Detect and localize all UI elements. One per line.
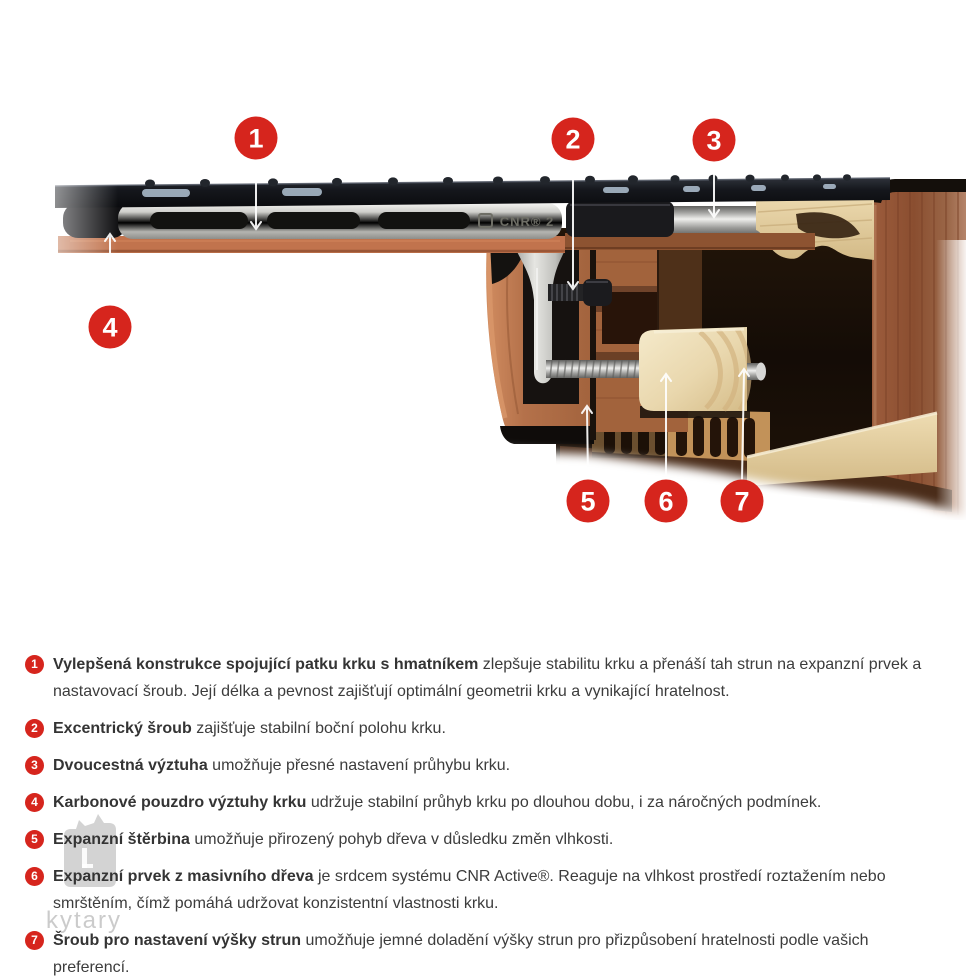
- legend-item-1: [25, 651, 937, 705]
- svg-text:7: 7: [734, 486, 750, 517]
- legend-bullet-2: 2: [25, 719, 44, 738]
- svg-text:6: 6: [658, 486, 674, 517]
- legend-item-6: [25, 863, 937, 917]
- legend-bullet-6: 6: [25, 867, 44, 886]
- left-fade: [0, 160, 118, 275]
- legend-rest: zajišťuje stabilní boční polohu krku.: [196, 720, 446, 737]
- legend-lead: Expanzní štěrbina: [53, 831, 190, 848]
- legend: [25, 651, 937, 978]
- callout-marker-3: [693, 119, 736, 162]
- heel-bottom-edge: [500, 426, 594, 444]
- callout-marker-4: [89, 306, 132, 349]
- legend-item-5: [25, 826, 937, 853]
- legend-lead: Expanzní prvek z masivního dřeva: [53, 868, 314, 885]
- rod-housing: [566, 201, 674, 237]
- legend-lead: Vylepšená konstrukce spojující patku krku s hmatníkem: [53, 656, 479, 673]
- callout-marker-5: [567, 480, 610, 523]
- watermark-brand-text: kytary: [46, 907, 123, 934]
- legend-bullet-7: 7: [25, 931, 44, 950]
- callout-marker-2: [552, 118, 595, 161]
- legend-bullet-1: 1: [25, 655, 44, 674]
- legend-item-7: [25, 927, 937, 978]
- height-adjust-screw-tip: [747, 363, 766, 381]
- plate-engraving: CNR® 2: [499, 214, 555, 229]
- adjustment-rod: [546, 360, 648, 378]
- legend-item-3: [25, 752, 937, 779]
- svg-text:2: 2: [565, 124, 581, 155]
- legend-rest: umožňuje jemné doladění výšky strun pro přizpůsobení hratelnosti podle vašich preferencí.: [53, 932, 869, 976]
- svg-text:5: 5: [580, 486, 596, 517]
- legend-lead: Karbonové pouzdro výztuhy krku: [53, 794, 307, 811]
- callout-marker-1: [235, 117, 278, 160]
- plate-slots: [150, 212, 470, 229]
- legend-lead: Šroub pro nastavení výšky strun: [53, 932, 302, 949]
- svg-text:4: 4: [102, 312, 118, 343]
- legend-item-2: [25, 715, 937, 742]
- svg-text:1: 1: [248, 123, 264, 154]
- legend-rest: je srdcem systému CNR Active®. Reaguje na vlhkost prostředí roztažením nebo smrštěním, čímž pomáhá udržovat konzistentní vlastnosti krku.: [53, 868, 886, 912]
- callout-marker-7: [721, 480, 764, 523]
- legend-lead: Excentrický šroub: [53, 720, 192, 737]
- legend-rest: umožňuje přirozený pohyb dřeva v důsledku změn vlhkosti.: [194, 831, 614, 848]
- legend-rest: umožňuje přesné nastavení průhybu krku.: [212, 757, 511, 774]
- legend-rest: udržuje stabilní průhyb krku po dlouhou dobu, i za náročných podmínek.: [310, 794, 822, 811]
- callout-marker-6: [645, 480, 688, 523]
- legend-rest: zlepšuje stabilitu krku a přenáší tah strun na expanzní prvek a nastavovací šroub. Její délka a pevnost zajišťují optimální geometrii krku a vynikající hratelnost.: [53, 656, 922, 700]
- svg-text:3: 3: [706, 125, 722, 156]
- right-fade: [936, 240, 966, 540]
- legend-item-4: [25, 789, 937, 816]
- legend-lead: Dvoucestná výztuha: [53, 757, 208, 774]
- legend-bullet-5: 5: [25, 830, 44, 849]
- legend-bullet-3: 3: [25, 756, 44, 775]
- legend-bullet-4: 4: [25, 793, 44, 812]
